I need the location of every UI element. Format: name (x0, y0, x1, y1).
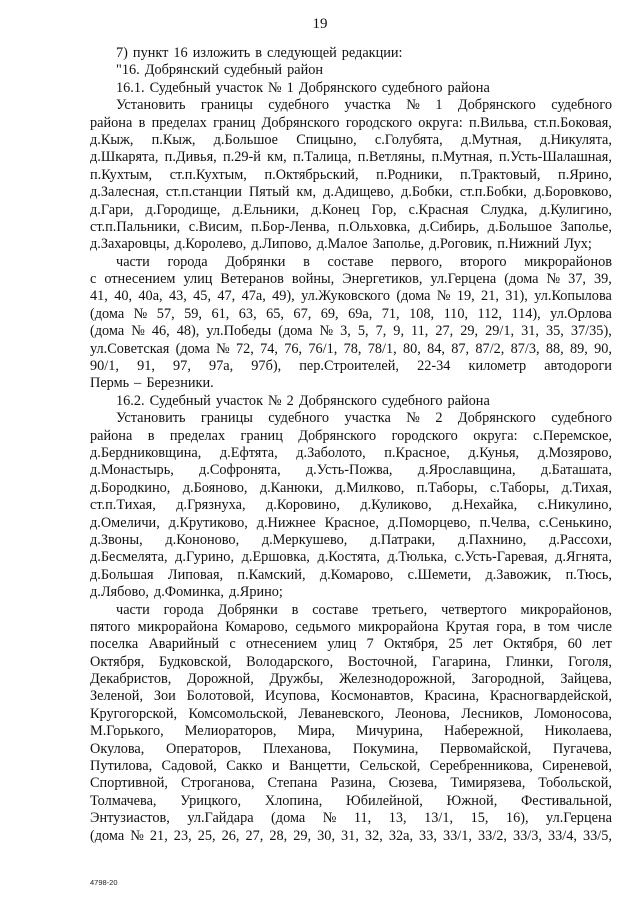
text-line: (дома № 21, 23, 25, 26, 27, 28, 29, 30, 31, 32, 32а, 33, 33/1, 33/2, 33/3, 33/4, 33/5, (90, 827, 612, 844)
text-line: 7) пункт 16 изложить в следующей редакции: (116, 45, 403, 61)
text-line: ул.Советская (дома № 72, 74, 76, 76/1, 78, 78/1, 80, 84, 87, 87/2, 87/3, 88, 89, 90, (90, 340, 612, 357)
document-code: 4798-20 (90, 878, 118, 887)
text-line: д.Залесная, ст.п.станции Пятый км, д.Адищево, д.Бобки, ст.п.Бобки, д.Боровково, (90, 184, 612, 201)
text-line: д.Большая Липовая, п.Камский, д.Комарово, с.Шемети, д.Завожик, п.Тюсь, (90, 566, 612, 583)
text-line: д.Кыж, п.Кыж, д.Большое Спицыно, с.Голубята, д.Мутная, д.Никулята, (90, 131, 612, 148)
text-line: д.Звоны, д.Кононово, д.Меркушево, д.Патраки, д.Пахнино, д.Рассохи, (90, 531, 612, 548)
text-line: Окулова, Операторов, Плеханова, Покумина, Первомайской, Пугачева, (90, 740, 612, 757)
text-line: 90/1, 91, 97, 97а, 97б), пер.Строителей, 22-34 километр автодороги (90, 358, 612, 375)
text-line: Толмачева, Урицкого, Хлопина, Юбилейной, Южной, Фестивальной, (90, 792, 612, 809)
text-line: Путилова, Садовой, Сакко и Ванцетти, Сельской, Серебренникова, Сиреневой, (90, 758, 612, 775)
page-number: 19 (312, 16, 328, 32)
text-line: Кругогорской, Комсомольской, Леваневского, Леонова, Лесников, Ломоносова, (90, 705, 612, 722)
text-line: 16.1. Судебный участок № 1 Добрянского судебного района (116, 79, 490, 96)
document-body (90, 45, 612, 845)
text-line: района в пределах границ Добрянского городского округа: п.Вильва, ст.п.Боковая, (90, 114, 612, 131)
text-line: 41, 40, 40а, 43, 45, 47, 47а, 49), ул.Жуковского (дома № 19, 21, 31), ул.Копылова (90, 288, 612, 305)
text-line: ст.п.Тихая, д.Грязнуха, д.Коровино, д.Куликово, д.Нехайка, с.Никулино, (90, 497, 612, 514)
text-line: Декабристов, Дорожной, Дружбы, Железнодорожной, Загородной, Зайцева, (90, 671, 612, 688)
text-line: д.Лябово, д.Фоминка, д.Ярино; (90, 584, 283, 601)
text-line: пятого микрорайона Комарово, седьмого микрорайона Крутая гора, в том числе (90, 618, 612, 635)
text-line: 16.2. Судебный участок № 2 Добрянского судебного района (116, 392, 490, 409)
text-line: М.Горького, Мелиораторов, Мира, Мичурина, Набережной, Николаева, (90, 723, 612, 740)
text-line: с отнесением улиц Ветеранов войны, Энергетиков, ул.Герцена (дома № 37, 39, (90, 271, 612, 288)
text-line: Зеленой, Зои Болотовой, Исупова, Космонавтов, Красина, Красногвардейской, (90, 688, 612, 705)
text-line: Установить границы судебного участка № 1 Добрянского судебного (116, 97, 612, 114)
text-line: д.Шкарята, п.Дивья, п.29-й км, п.Талица, п.Ветляны, п.Мутная, п.Усть-Шалашная, (90, 149, 612, 166)
text-line: д.Омеличи, д.Крутиково, д.Нижнее Красное, д.Поморцево, п.Челва, с.Сенькино, (90, 514, 612, 531)
text-line: Энтузиастов, ул.Гайдара (дома № 11, 13, 13/1, 15, 16), ул.Герцена (90, 810, 612, 827)
text-line: д.Бородкино, д.Бояново, д.Канюки, д.Милково, п.Таборы, с.Таборы, д.Тихая, (90, 479, 612, 496)
text-line: Спортивной, Строганова, Степана Разина, Сюзева, Тимирязева, Тобольской, (90, 775, 612, 792)
text-line: д.Бесмелята, д.Гурино, д.Ершовка, д.Костята, д.Тюлька, с.Усть-Гаревая, д.Ягнята, (90, 549, 612, 566)
text-line: д.Бердниковщина, д.Ефтята, д.Заболото, п.Красное, д.Кунья, д.Мозярово, (90, 444, 612, 461)
text-line: района в пределах границ Добрянского городского округа: с.Перемское, (90, 427, 612, 444)
text-line: Установить границы судебного участка № 2 Добрянского судебного (116, 410, 612, 427)
text-line: части города Добрянки в составе первого, второго микрорайонов (116, 253, 612, 270)
text-line: (дома № 46, 48), ул.Победы (дома № 3, 5, 7, 9, 11, 27, 29, 29/1, 31, 35, 37/35), (90, 323, 612, 340)
text-line: п.Кухтым, ст.п.Кухтым, п.Октябрьский, п.Родники, п.Трактовый, п.Ярино, (90, 166, 612, 183)
text-line: (дома № 57, 59, 61, 63, 65, 67, 69, 69а, 71, 108, 110, 112, 114), ул.Орлова (90, 305, 612, 322)
text-line: части города Добрянки в составе третьего, четвертого микрорайонов, (116, 601, 612, 618)
text-line: д.Монастырь, д.Софронята, д.Усть-Пожва, д.Ярославщина, д.Баташата, (90, 462, 612, 479)
text-line: Октября, Будковской, Володарского, Восточной, Гагарина, Глинки, Гоголя, (90, 653, 612, 670)
text-line: "16. Добрянский судебный район (116, 62, 324, 79)
text-line: Пермь – Березники. (90, 375, 214, 392)
text-line: ст.п.Пальники, с.Висим, п.Бор-Ленва, п.Ольховка, д.Сибирь, д.Большое Заполье, (90, 218, 612, 235)
text-line: д.Захаровцы, д.Королево, д.Липово, д.Малое Заполье, д.Роговик, п.Нижний Лух; (90, 236, 592, 253)
text-line: поселка Аварийный с отнесением улиц 7 Октября, 25 лет Октября, 60 лет (90, 636, 612, 653)
text-line: д.Гари, д.Городище, д.Ельники, д.Конец Гор, с.Красная Слудка, д.Кулигино, (90, 201, 612, 218)
